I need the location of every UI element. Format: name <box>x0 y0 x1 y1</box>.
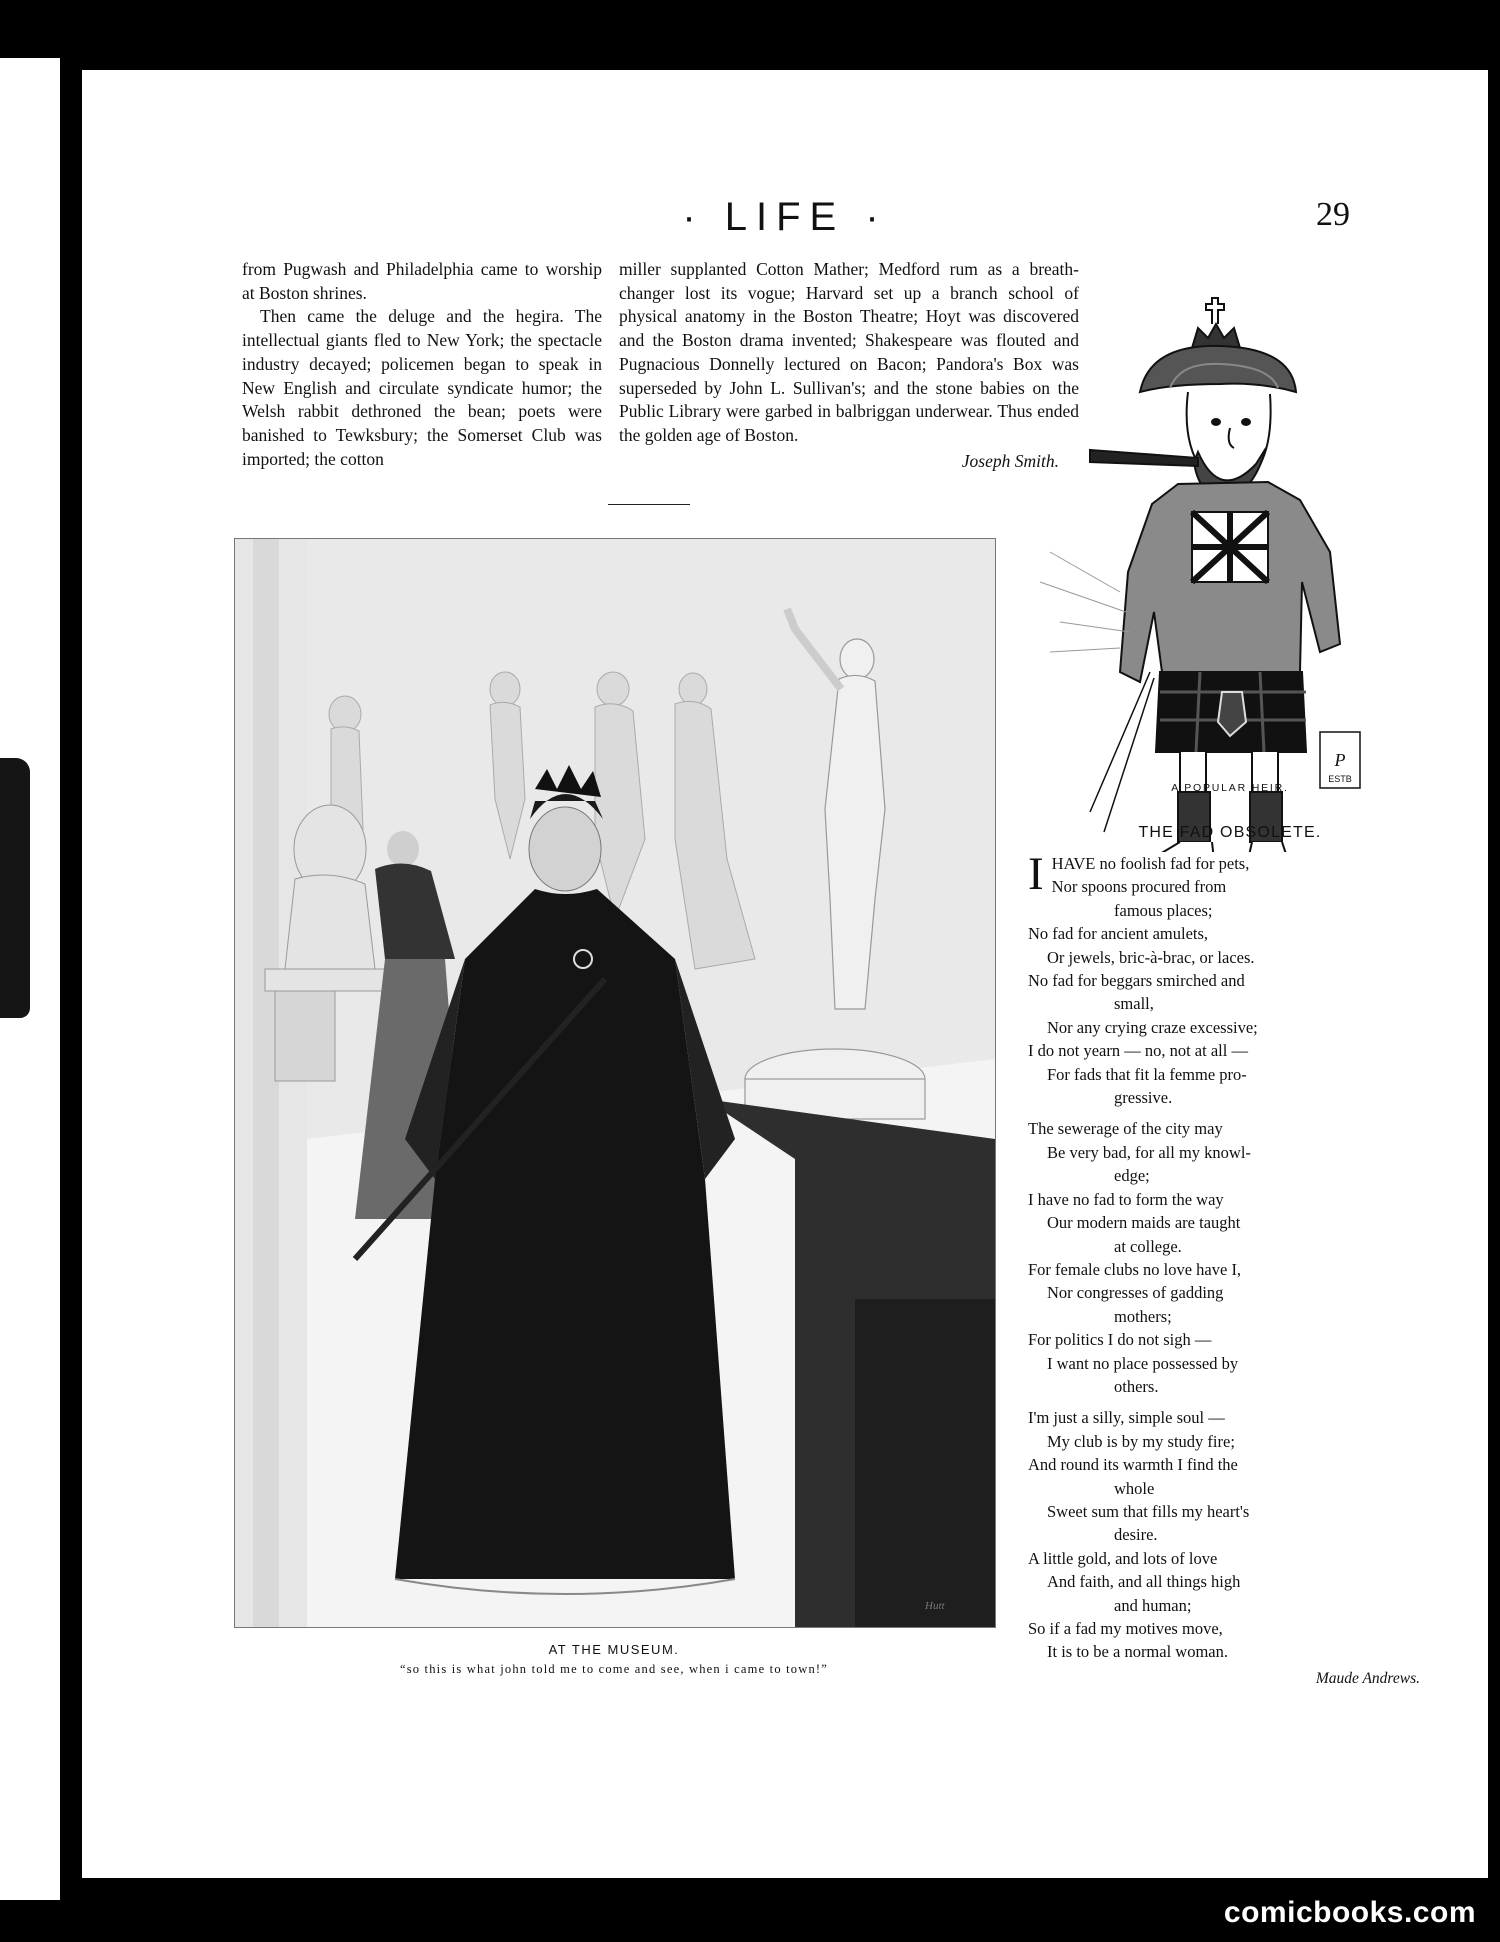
poem-line: HAVE no foolish fad for pets, <box>1051 854 1250 873</box>
popular-heir-art <box>1030 252 1430 852</box>
poem-line: For politics I do not sigh — <box>1028 1330 1212 1350</box>
poem-line: The sewerage of the city may <box>1028 1119 1223 1139</box>
sign-text: ESTB <box>1328 774 1352 784</box>
poem-line: So if a fad my motives move, <box>1028 1619 1223 1638</box>
page-number: 29 <box>1316 196 1350 233</box>
museum-illustration-art <box>235 539 995 1627</box>
poem-line: I want no place possessed by <box>1047 1353 1239 1373</box>
cartoon-caption: A POPULAR HEIR. <box>1171 782 1289 794</box>
masthead: · LIFE · <box>682 195 888 239</box>
article-paragraph: from Pugwash and Philadelphia came to worship at Boston shrines. <box>242 259 602 303</box>
poem-line: It is to be a normal woman. <box>1047 1642 1229 1662</box>
poem-line: I'm just a silly, simple soul — <box>1028 1408 1225 1428</box>
poem-stanza <box>1028 848 1424 1109</box>
magazine-page <box>82 70 1488 1878</box>
poem-line: Nor spoons procured from <box>1051 877 1227 897</box>
poem-line: desire. <box>1114 1525 1158 1545</box>
poem-line: edge; <box>1114 1166 1150 1186</box>
poem-line: Be very bad, for all my knowl- <box>1047 1142 1251 1162</box>
illustration-caption <box>234 1642 994 1677</box>
article-column-2 <box>619 258 1079 473</box>
poem-line: Our modern maids are taught <box>1047 1213 1241 1233</box>
poem <box>1028 848 1424 1688</box>
illustration-title: AT THE MUSEUM. <box>548 1642 680 1657</box>
sign-letter: P <box>1334 750 1346 770</box>
poem-line: And round its warmth I find the <box>1028 1455 1238 1475</box>
poem-dropcap: I <box>1028 848 1044 900</box>
poem-line: For female clubs no love have I, <box>1028 1259 1242 1279</box>
poem-stanza <box>1028 1117 1424 1398</box>
poem-line: A little gold, and lots of love <box>1028 1548 1218 1568</box>
poem-title: THE FAD OBSOLETE. <box>1138 824 1322 841</box>
poem-line: Or jewels, bric-à-brac, or laces. <box>1047 947 1255 967</box>
poem-line: No fad for ancient amulets, <box>1028 924 1209 944</box>
poem-line: No fad for beggars smirched and <box>1028 971 1245 991</box>
poem-line: small, <box>1114 994 1154 1014</box>
museum-illustration <box>234 538 996 1628</box>
illustration-quote: “so this is what john told me to come and see, when i came to town!” <box>399 1662 829 1676</box>
poem-author: Maude Andrews. <box>1315 1669 1420 1687</box>
poem-line: Nor congresses of gadding <box>1047 1283 1224 1303</box>
poem-line: For fads that fit la femme pro- <box>1047 1064 1247 1084</box>
article-byline: Joseph Smith. <box>961 450 1059 471</box>
poem-line: others. <box>1114 1376 1159 1396</box>
poem-stanza <box>1028 1406 1424 1663</box>
adjacent-page-figure <box>0 758 30 1018</box>
poem-line: whole <box>1114 1478 1155 1498</box>
adjacent-page-edge <box>0 58 60 1900</box>
article-column-1 <box>242 258 602 471</box>
popular-heir-cartoon <box>1030 252 1430 852</box>
poem-line: gressive. <box>1114 1088 1173 1108</box>
article-paragraph: Then came the deluge and the hegira. The intellectual giants fled to New York; the spectacle industry decayed; policemen began to speak in New English and circulate syndicate humor; the Welsh rabbit dethroned the bean; poets were banished to Tewksbury; the Somerset Club was imported; the cotton <box>242 306 602 469</box>
poem-line: I do not yearn — no, not at all — <box>1028 1041 1248 1061</box>
poem-line: My club is by my study fire; <box>1047 1431 1235 1451</box>
poem-line: I have no fad to form the way <box>1028 1189 1224 1209</box>
section-divider <box>608 504 690 505</box>
poem-line: Nor any crying craze excessive; <box>1047 1017 1258 1037</box>
poem-line: And faith, and all things high <box>1047 1572 1241 1592</box>
artist-signature: Hutt <box>925 1600 945 1612</box>
article-paragraph: miller supplanted Cotton Mather; Medford rum as a breath-changer lost its vogue; Harvard set up a branch school of physical anatomy in the Boston Theatre; Hoyt was discovered and the Boston drama invented; Shakespeare was flouted and Pugnacious Donnelly lectured on Bacon; Pandora's Box was superseded by John L. Sullivan's; and the stone babies on the Public Library were garbed in balbriggan underwear. Thus ended the golden age of Boston. <box>619 259 1079 445</box>
poem-line: at college. <box>1114 1236 1182 1256</box>
poem-line: and human; <box>1114 1595 1192 1615</box>
poem-line: famous places; <box>1114 900 1213 920</box>
poem-line: Sweet sum that fills my heart's <box>1047 1501 1250 1521</box>
site-watermark: comicbooks.com <box>1223 1896 1476 1929</box>
poem-line: mothers; <box>1114 1306 1172 1326</box>
